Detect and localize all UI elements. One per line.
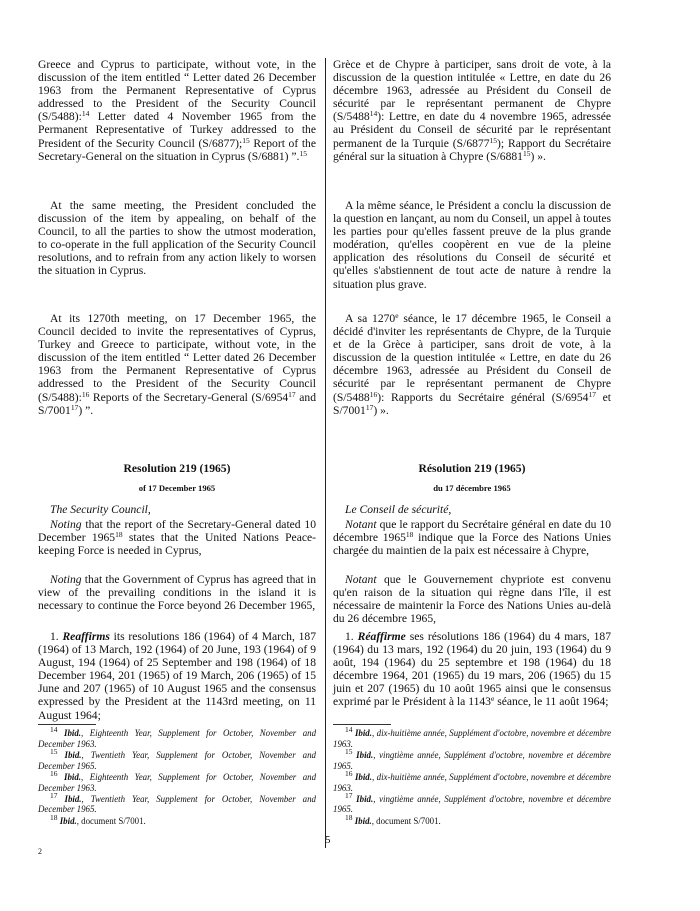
column-divider	[325, 58, 326, 848]
en-resolution-date: of 17 December 1965	[138, 483, 216, 493]
en-para-president-appeal: At the same meeting, the President concluded the discussion of the item by appealing, on behalf of the Council, to all the parties to show the utmost moderation, to co-operate in the full application of the Security Council resolutions, and to refrain from any action likely to worsen the situation in Cyprus.	[38, 199, 316, 278]
footnote: $^{15}$ Ibid., Twentieth Year, Supplement for October, November and December 1965.	[38, 746, 316, 771]
page-number: 5	[325, 834, 331, 846]
fr-para-president-appeal: A la même séance, le Président a conclu la discussion de la question en lançant, au nom du Conseil, un appel à toutes les parties pour qu'elles fassent preuve de la plus grande modération, qu'elles coopèrent en vue de la pleine application des résolutions du Conseil de sécurité et qu'elles s'abstiennent de tout acte de nature à rendre la situation plus grave.	[333, 199, 611, 291]
footnote: $^{17}$ Ibid., vingtième année, Supplément d'octobre, novembre et décembre 1965.	[333, 790, 611, 815]
footnote-rule	[38, 724, 96, 725]
en-operative-paragraph-1: 1. Reaffirms its resolutions 186 (1964) of 4 March, 187 (1964) of 13 March, 192 (1964) of 20 June, 193 (1964) of 9 August, 194 (1964) of 25 September and 198 (1964) of 18 December 1964, 201 (1965) of 19 March, 206 (1965) of 15 June and 207 (1965) of 10 August 1965 and the consensus expressed by the President at the 1143rd meeting, on 11 August 1964;	[38, 630, 317, 722]
footnote: $^{14}$ Ibid., Eighteenth Year, Supplement for October, November and December 1963.	[38, 725, 317, 749]
footnote-ref[interactable]: 18	[115, 530, 123, 540]
footnote-ref[interactable]: 17	[588, 389, 596, 399]
en-resolution-title: Resolution 219 (1965)	[123, 462, 231, 475]
footnote: $^{14}$ Ibid., dix-huitième année, Supplément d'octobre, novembre et décembre 1963.	[333, 725, 612, 749]
footnote-ref[interactable]: 14	[369, 109, 378, 119]
footnote-ref[interactable]: 17	[365, 402, 374, 412]
en-para-1270th-meeting: At its 1270th meeting, on 17 December 1965, the Council decided to invite the representatives of Cyprus, Turkey and Greece to participate, without vote, in the discussion of the item entitled “ Letter dated 26 December 1963 from the Permanent Representative of Cyprus addressed to the President of the Security Council (S/5488):$^{16}$ Reports of the Secretary-General (S/6954$^{17}$ and S/7001$^{17}$) ”.	[38, 312, 316, 417]
margin-mark: 2	[38, 847, 42, 856]
footnote: $^{16}$ Ibid., dix-huitième année, Supplément d'octobre, novembre et décembre 1963.	[333, 768, 612, 793]
en-council-preamble: The Security Council,	[50, 503, 151, 516]
footnote-ref[interactable]: 15	[299, 148, 307, 158]
footnote-rule	[333, 724, 391, 725]
footnote-ref[interactable]: 17	[288, 389, 296, 399]
footnote: $^{18}$ Ibid., document S/7001.	[345, 812, 441, 826]
footnote: $^{17}$ Ibid., Twentieth Year, Supplement for October, November and December 1965.	[38, 790, 316, 815]
fr-para-1270th-meeting: A sa 1270e séance, le 17 décembre 1965, le Conseil a décidé d'inviter les représentants de Chypre, de la Turquie et de la Grèce à participer, sans droit de vote, à la discussion de la question intitulée « Lettre, en date du 26 décembre 1963, adressée au Président du Conseil de sécurité par le représentant permanent de Chypre (S/5488$^{16}$): Rapports du Secrétaire général (S/6954$^{17}$ et S/7001$^{17}$) ».	[333, 311, 612, 417]
footnote-ref[interactable]: 18	[405, 530, 414, 540]
footnote-ref[interactable]: 15	[489, 135, 498, 145]
footnote-ref[interactable]: 16	[81, 389, 90, 399]
en-noting-report: Noting that the report of the Secretary-General dated 10 December 1965$^{18}$ states that the United Nations Peace-keeping Force is needed in Cyprus,	[38, 518, 317, 558]
footnote: $^{18}$ Ibid., document S/7001.	[50, 812, 146, 826]
fr-resolution-title: Résolution 219 (1965)	[418, 462, 526, 475]
fr-resolution-date: du 17 décembre 1965	[433, 483, 511, 493]
en-footnotes	[38, 725, 317, 827]
en-noting-government: Noting that the Government of Cyprus has agreed that in view of the prevailing conditions in the island it is necessary to continue the Force beyond 26 December 1965,	[38, 573, 316, 613]
footnote-ref[interactable]: 17	[70, 402, 79, 412]
footnote-ref[interactable]: 16	[369, 389, 378, 399]
footnote: $^{15}$ Ibid., vingtième année, Supplément d'octobre, novembre et décembre 1965.	[333, 746, 611, 771]
footnote-ref[interactable]: 14	[81, 109, 90, 119]
fr-noting-government: Notant que le Gouvernement chypriote est convenu qu'en raison de la situation qui règne dans l'île, il est nécessaire de maintenir la Force des Nations Unies au-delà du 26 décembre 1965,	[333, 573, 611, 626]
en-para-invitation-continued: Greece and Cyprus to participate, without vote, in the discussion of the item entitled “ Letter dated 26 December 1963 from the Permanent Representative of Cyprus addressed to the President of the Security Council (S/5488):$^{14}$ Letter dated 4 November 1965 from the Permanent Representative of Turkey addressed to the President of the Security Council (S/6877);$^{15}$ Report of the Secretary-General on the situation in Cyprus (S/6881) ”.$^{15}$	[38, 58, 317, 163]
fr-footnotes	[333, 725, 612, 827]
fr-council-preamble: Le Conseil de sécurité,	[345, 503, 452, 516]
fr-operative-paragraph-1: 1. Réaffirme ses résolutions 186 (1964) du 4 mars, 187 (1964) du 13 mars, 192 (1964) du 20 juin, 193 (1964) du 9 août, 194 (1964) du 25 septembre et 198 (1964) du 18 décembre 1964, 201 (1965) du 19 mars, 206 (1965) du 15 juin et 207 (1965) du 10 août 1965 ainsi que le consensus exprimé par le Président à la 1143e séance, le 11 août 1964;	[333, 630, 611, 709]
footnote-ref[interactable]: 15	[242, 135, 250, 145]
fr-para-invitation-continued: Grèce et de Chypre à participer, sans droit de vote, à la discussion de la question intitulée « Lettre, en date du 26 décembre 1963, adressée au Président du Conseil de sécurité par le représentant permanent de Chypre (S/5488$^{14}$): Lettre, en date du 4 novembre 1965, adressée au Président du Conseil de sécurité par le représentant permanent de la Turquie (S/6877$^{15}$); Rapport du Secrétaire général sur la situation à Chypre (S/6881$^{15}$) ».	[333, 58, 611, 163]
fr-noting-report: Notant que le rapport du Secrétaire général en date du 10 décembre 1965$^{18}$ indique que la Force des Nations Unies chargée du maintien de la paix est nécessaire à Chypre,	[333, 518, 611, 558]
footnote-ref[interactable]: 15	[522, 148, 531, 158]
footnote: $^{16}$ Ibid., Eighteenth Year, Supplement for October, November and December 1963.	[38, 768, 317, 793]
